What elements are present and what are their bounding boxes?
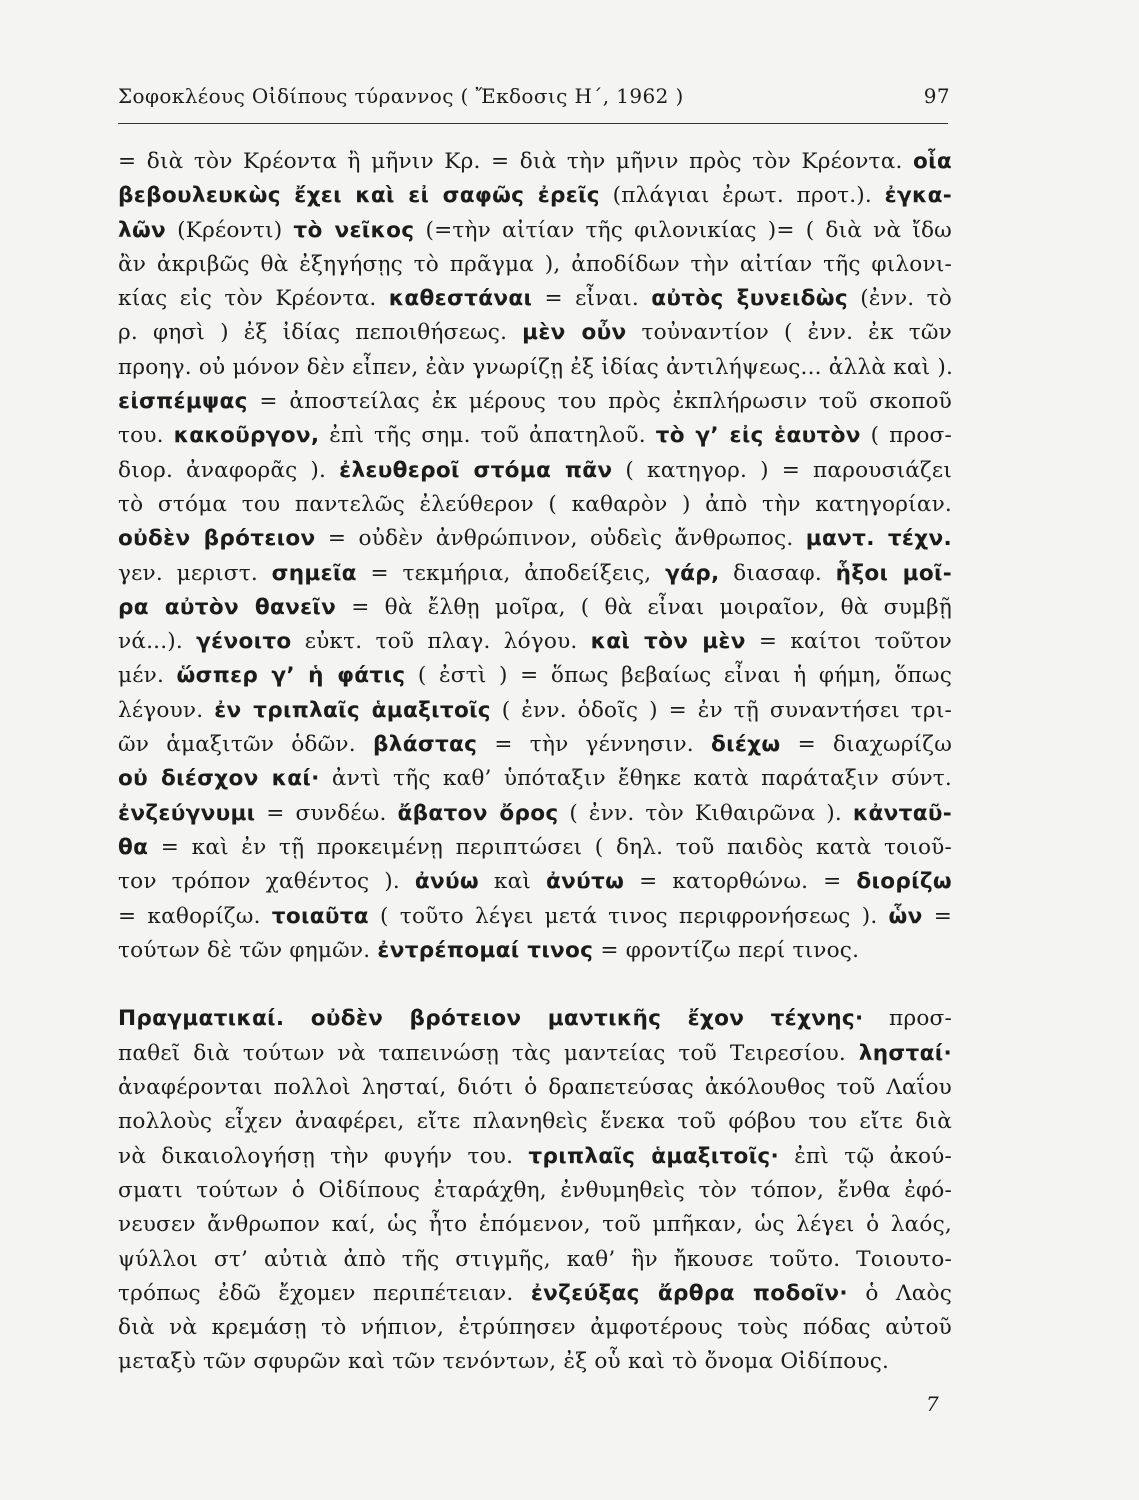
text-line	[118, 419, 952, 453]
gloss-text: καὶ	[478, 869, 546, 895]
text-line	[118, 316, 952, 350]
lemma-term: ἐλευθεροῖ στόμα πᾶν	[339, 457, 613, 483]
lemma-term: ἀνύτω	[545, 869, 625, 895]
text-line	[118, 1311, 952, 1345]
gloss-text: = ἀποστείλας ἐκ μέρους του πρὸς ἐκπλήρωσιν τοῦ σκοποῦ	[247, 389, 952, 415]
lemma-term: κακοῦργον,	[173, 423, 320, 449]
header-rule	[118, 123, 948, 124]
lemma-term: οὐδὲν βρότειον	[118, 526, 316, 552]
gloss-text: ἂν ἀκριβῶς θὰ ἐξηγήσῃς τὸ πρᾶγμα ), ἀποδίδων τὴν αἰτίαν τῆς φιλονι-	[118, 251, 952, 277]
gloss-text: γεν. μεριστ.	[118, 560, 272, 586]
lemma-term: βεβουλευκὼς ἔχει καὶ εἰ σαφῶς ἐρεῖς	[118, 183, 600, 209]
gloss-text: (=τὴν αἰτίαν τῆς φιλονικίας )= ( διὰ νὰ ἴδω	[414, 217, 952, 243]
text-line	[118, 145, 952, 179]
gloss-text: ρ. φησὶ ) ἐξ ἰδίας πεποιθήσεως.	[118, 320, 523, 346]
lemma-term: Πραγματικαί. οὐδὲν βρότειον μαντικῆς ἔχον τέχνης·	[118, 1006, 864, 1032]
gloss-text: τούτων δὲ τῶν φημῶν.	[118, 937, 378, 963]
gloss-text: = τεκμήρια, ἀποδείξεις,	[356, 560, 666, 586]
text-line	[118, 659, 952, 693]
gloss-text: = θὰ ἔλθῃ μοῖρα, ( θὰ εἶναι μοιραῖον, θὰ συμβῇ	[336, 594, 952, 620]
gloss-text: = καίτοι τοῦτον	[745, 629, 952, 655]
gloss-text: ( τοῦτο λέγει μετά τινος περιφρονήσεως ).	[368, 903, 889, 929]
lemma-term: γένοιτο	[196, 629, 292, 655]
gloss-text: τρόπως ἐδῶ ἔχομεν περιπέτειαν.	[118, 1280, 531, 1306]
gloss-text: = εἶναι.	[532, 286, 652, 312]
gloss-text: τον τρόπον χαθέντος ).	[118, 869, 415, 895]
lemma-term: εἰσπέμψας	[118, 389, 248, 415]
gloss-text: παθεῖ διὰ τούτων νὰ ταπεινώσῃ τὰς μαντείας τοῦ Τειρεσίου.	[118, 1040, 859, 1066]
gloss-text: = οὐδὲν ἀνθρώπινον, οὐδεὶς ἄνθρωπος.	[315, 526, 806, 552]
gloss-text: σματι τούτων ὁ Οἰδίπους ἐταράχθη, ἐνθυμηθεὶς τὸν τόπον, ἔνθα ἐφό-	[118, 1177, 952, 1203]
text-line	[118, 214, 952, 248]
gloss-text: μεταξὺ τῶν σφυρῶν καὶ τῶν τενόντων, ἐξ οὗ καὶ τὸ ὄνομα Οἰδίπους.	[118, 1349, 890, 1375]
gloss-text: λέγουν.	[118, 697, 215, 723]
text-line	[118, 1208, 952, 1242]
header-title: Σοφοκλέους Οἰδίπους τύραννος ( Ἔκδοσις Η΄, 1962 )	[118, 84, 684, 108]
gloss-text: = καὶ ἐν τῇ προκειμένῃ περιπτώσει ( δηλ. τοῦ παιδὸς κατὰ τοιοῦ-	[148, 834, 952, 860]
gloss-text: πολλοὺς εἶχεν ἀναφέρει, εἴτε πλανηθεὶς ἕνεκα τοῦ φόβου του εἴτε διὰ	[118, 1109, 952, 1135]
text-line	[118, 1002, 952, 1036]
commentary-text	[118, 145, 952, 1380]
lemma-term: λησταί·	[858, 1040, 952, 1066]
lemma-term: ἐν τριπλαῖς ἁμαξιτοῖς	[214, 697, 491, 723]
text-line	[118, 179, 952, 213]
lemma-term: ἄβατον ὄρος	[397, 800, 559, 826]
text-line	[118, 1345, 952, 1379]
lemma-term: ὧν	[888, 903, 923, 929]
gloss-text: κίας εἰς τὸν Κρέοντα.	[118, 286, 389, 312]
text-line	[118, 625, 952, 659]
text-line	[118, 282, 952, 316]
paragraph-gap	[118, 968, 952, 1002]
text-line	[118, 934, 952, 968]
text-line	[118, 1277, 952, 1311]
text-line	[118, 1105, 952, 1139]
lemma-term: διορίζω	[856, 869, 952, 895]
gloss-text: τοὐναντίον ( ἐνν. ἐκ τῶν	[626, 320, 952, 346]
text-line	[118, 694, 952, 728]
text-line	[118, 1140, 952, 1174]
text-line	[118, 1037, 952, 1071]
lemma-term: τριπλαῖς ἁμαξιτοῖς·	[528, 1143, 780, 1169]
lemma-term: καὶ τὸν μὲν	[590, 629, 746, 655]
gloss-text: ( ἐστὶ ) = ὅπως βεβαίως εἶναι ἡ φήμη, ὅπως	[405, 663, 952, 689]
text-line	[118, 1243, 952, 1277]
signature-mark: 7	[926, 1392, 939, 1416]
lemma-term: ἐνζεύγνυμι	[118, 800, 256, 826]
gloss-text: = διὰ τὸν Κρέοντα ἢ μῆνιν Κρ. = διὰ τὴν μῆνιν πρὸς τὸν Κρέοντα.	[118, 149, 914, 174]
lemma-term: ἧξοι μοῖ-	[835, 560, 952, 586]
gloss-text: νά...).	[118, 629, 197, 655]
lemma-term: τοιαῦτα	[271, 903, 369, 929]
gloss-text: = συνδέω.	[255, 800, 398, 826]
gloss-text: διὰ νὰ κρεμάσῃ τὸ νήπιον, ἐτρύπησεν ἀμφοτέρους τοὺς πόδας αὐτοῦ	[118, 1315, 952, 1341]
text-line	[118, 865, 952, 899]
page-number: 97	[923, 84, 950, 108]
text-line	[118, 248, 952, 282]
lemma-term: σημεῖα	[271, 560, 357, 586]
gloss-text: του.	[118, 423, 174, 449]
gloss-text: ῶν ἁμαξιτῶν ὁδῶν.	[118, 732, 373, 758]
gloss-text: ὁ Λαὸς	[847, 1280, 952, 1306]
running-header	[118, 84, 950, 108]
gloss-text: ( ἐνν. ὁδοῖς ) = ἐν τῇ συναντήσει τρι-	[490, 697, 952, 723]
text-line	[118, 797, 952, 831]
text-line	[118, 385, 952, 419]
lemma-term: τὸ γ’ εἰς ἑαυτὸν	[655, 423, 861, 449]
lemma-term: τὸ νεῖκος	[293, 217, 415, 243]
lemma-term: ἐνζεύξας ἄρθρα ποδοῖν·	[530, 1280, 848, 1306]
gloss-text: διασαφ.	[719, 560, 836, 586]
gloss-text: = καθορίζω.	[118, 903, 272, 929]
lemma-term: ἐντρέπομαί τινος	[377, 937, 594, 963]
gloss-text: ψύλλοι στ’ αὐτιὰ ἀπὸ τῆς στιγμῆς, καθ’ ἣν ἤκουσε τοῦτο. Τοιουτο-	[118, 1246, 952, 1272]
gloss-text: ( ἐνν. τὸν Κιθαιρῶνα ).	[558, 800, 853, 826]
gloss-text: (ἐνν. τὸ	[847, 286, 952, 312]
text-line	[118, 351, 952, 385]
gloss-text: εὐκτ. τοῦ πλαγ. λόγου.	[291, 629, 591, 655]
lemma-term: ἐγκα-	[884, 183, 952, 209]
lemma-term: διέχω	[710, 732, 781, 758]
text-line	[118, 454, 952, 488]
gloss-text: ( κατηγορ. ) = παρουσιάζει	[612, 457, 952, 483]
text-line	[118, 900, 952, 934]
gloss-text: ἐπὶ τῆς σημ. τοῦ ἀπατηλοῦ.	[319, 423, 656, 449]
gloss-text: προσ-	[863, 1006, 952, 1032]
lemma-term: βλάστας	[372, 732, 478, 758]
text-line	[118, 1174, 952, 1208]
text-line	[118, 557, 952, 591]
gloss-text: (πλάγιαι ἐρωτ. προτ.).	[599, 183, 885, 209]
lemma-term: ὥσπερ γ’ ἡ φάτις	[176, 663, 406, 689]
lemma-term: ἀνύω	[414, 869, 479, 895]
text-line	[118, 522, 952, 556]
lemma-term: λῶν	[118, 217, 167, 243]
lemma-term: καθεστάναι	[388, 286, 533, 312]
gloss-text: προηγ. οὐ μόνον δὲν εἶπεν, ἐὰν γνωρίζῃ ἐξ ἰδίας ἀντιλήψεως... ἀλλὰ καὶ ).	[118, 354, 954, 380]
lemma-term: οἷα	[913, 149, 952, 174]
gloss-text: μέν.	[118, 663, 177, 689]
gloss-text: = τὴν γέννησιν.	[477, 732, 711, 758]
gloss-text: =	[922, 903, 953, 929]
gloss-text: νὰ δικαιολογήσῃ τὴν φυγήν του.	[118, 1143, 529, 1169]
gloss-text: ἀναφέρονται πολλοὶ λησταί, διότι ὁ δραπετεύσας ἀκόλουθος τοῦ Λαΐου	[118, 1075, 952, 1101]
lemma-term: μαντ. τέχν.	[805, 526, 952, 552]
gloss-text: = κατορθώνω. =	[624, 869, 857, 895]
gloss-text: ( προσ-	[860, 423, 952, 449]
lemma-term: κἀνταῦ-	[852, 800, 952, 826]
text-line	[118, 1071, 952, 1105]
text-line	[118, 591, 952, 625]
lemma-term: αὐτὸς ξυνειδὼς	[651, 286, 848, 312]
text-line	[118, 488, 952, 522]
text-line	[118, 831, 952, 865]
gloss-text: νευσεν ἄνθρωπον καί, ὡς ἦτο ἑπόμενον, τοῦ μπῆκαν, ὡς λέγει ὁ λαός,	[118, 1212, 952, 1238]
text-line	[118, 728, 952, 762]
gloss-text: = διαχωρίζω	[780, 732, 952, 758]
gloss-text: ἐπὶ τῷ ἀκού-	[779, 1143, 952, 1169]
lemma-term: γάρ,	[665, 560, 720, 586]
text-line	[118, 762, 952, 796]
lemma-term: ρα αὐτὸν θανεῖν	[118, 594, 337, 620]
gloss-text: ἀντὶ τῆς καθ’ ὑπόταξιν ἔθηκε κατὰ παράταξιν σύντ.	[319, 766, 952, 792]
gloss-text: διορ. ἀναφορᾶς ).	[118, 457, 340, 483]
gloss-text: (Κρέοντι)	[166, 217, 294, 243]
lemma-term: οὐ διέσχον καί·	[118, 766, 320, 792]
gloss-text: τὸ στόμα του παντελῶς ἐλεύθερον ( καθαρὸν ) ἀπὸ τὴν κατηγορίαν.	[118, 491, 952, 517]
lemma-term: μὲν οὖν	[522, 320, 627, 346]
lemma-term: θα	[118, 834, 149, 860]
gloss-text: = φροντίζω περί τινος.	[593, 937, 860, 963]
